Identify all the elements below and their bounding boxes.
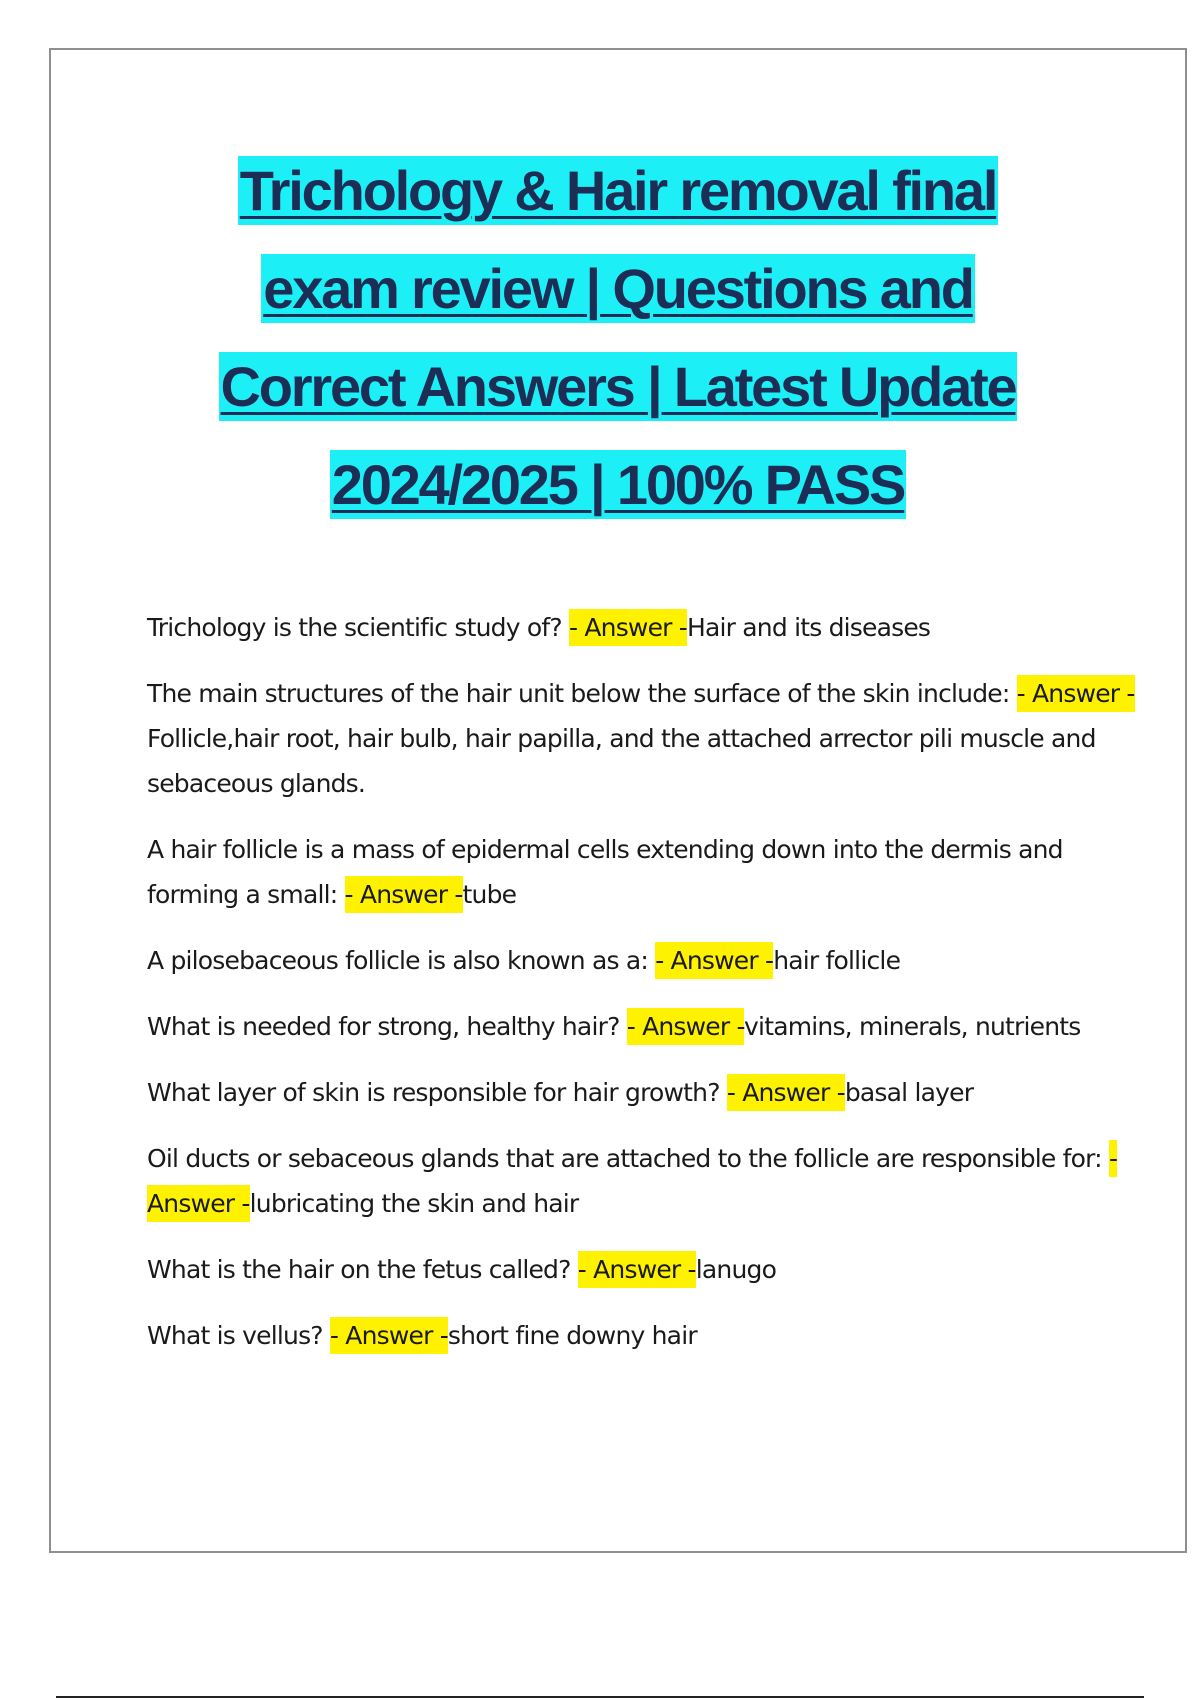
answer-text: lanugo (695, 1255, 777, 1284)
title-line (51, 436, 1185, 534)
answer-text: Follicle,hair root, hair bulb, hair papilla, and the attached arrector pili muscle and sebaceous glands. (147, 724, 1096, 798)
qa-item (147, 1313, 1137, 1358)
answer-text: short fine downy hair (447, 1321, 697, 1350)
answer-marker: - Answer - (569, 609, 687, 646)
question-text: What is the hair on the fetus called? (147, 1255, 578, 1284)
qa-item (147, 938, 1137, 983)
title-line-text: Trichology & Hair removal final (238, 156, 998, 225)
answer-marker: - Answer - (330, 1317, 448, 1354)
title-line (51, 240, 1185, 338)
page-bottom-rule (56, 1696, 1144, 1698)
qa-item (147, 605, 1137, 650)
answer-marker: - Answer - (727, 1074, 845, 1111)
answer-marker: - Answer - (345, 876, 463, 913)
answer-text: Hair and its diseases (687, 613, 931, 642)
answer-marker: - Answer - (147, 1140, 1117, 1222)
answer-marker: - Answer - (627, 1008, 744, 1045)
qa-item (147, 1004, 1137, 1049)
answer-marker: - Answer - (1017, 675, 1135, 712)
question-text: Oil ducts or sebaceous glands that are attached to the follicle are responsible for: (147, 1144, 1109, 1173)
question-text: Trichology is the scientific study of? (147, 613, 569, 642)
question-text: A pilosebaceous follicle is also known as a: (147, 946, 656, 975)
answer-text: hair follicle (773, 946, 901, 975)
answer-text: vitamins, minerals, nutrients (744, 1012, 1081, 1041)
question-text: What layer of skin is responsible for hair growth? (147, 1078, 727, 1107)
answer-marker: - Answer - (578, 1251, 696, 1288)
question-text: The main structures of the hair unit below the surface of the skin include: (147, 679, 1017, 708)
title-line-text: 2024/2025 | 100% PASS (330, 450, 906, 519)
title-line-text: Correct Answers | Latest Update (219, 352, 1018, 421)
title-line (51, 338, 1185, 436)
title-line-text: exam review | Questions and (261, 254, 974, 323)
qa-list (147, 605, 1137, 1379)
answer-marker: - Answer - (655, 942, 773, 979)
document-page (49, 48, 1187, 1553)
qa-item (147, 1247, 1137, 1292)
qa-item (147, 1136, 1137, 1226)
answer-text: basal layer (844, 1078, 974, 1107)
answer-text: tube (462, 880, 517, 909)
qa-item (147, 827, 1137, 917)
qa-item (147, 671, 1137, 806)
document-title (51, 142, 1185, 534)
qa-item (147, 1070, 1137, 1115)
answer-text: lubricating the skin and hair (249, 1189, 579, 1218)
question-text: What is needed for strong, healthy hair? (147, 1012, 627, 1041)
question-text: What is vellus? (147, 1321, 330, 1350)
question-text: A hair follicle is a mass of epidermal cells extending down into the dermis and forming a small: (147, 835, 1063, 909)
title-line (51, 142, 1185, 240)
